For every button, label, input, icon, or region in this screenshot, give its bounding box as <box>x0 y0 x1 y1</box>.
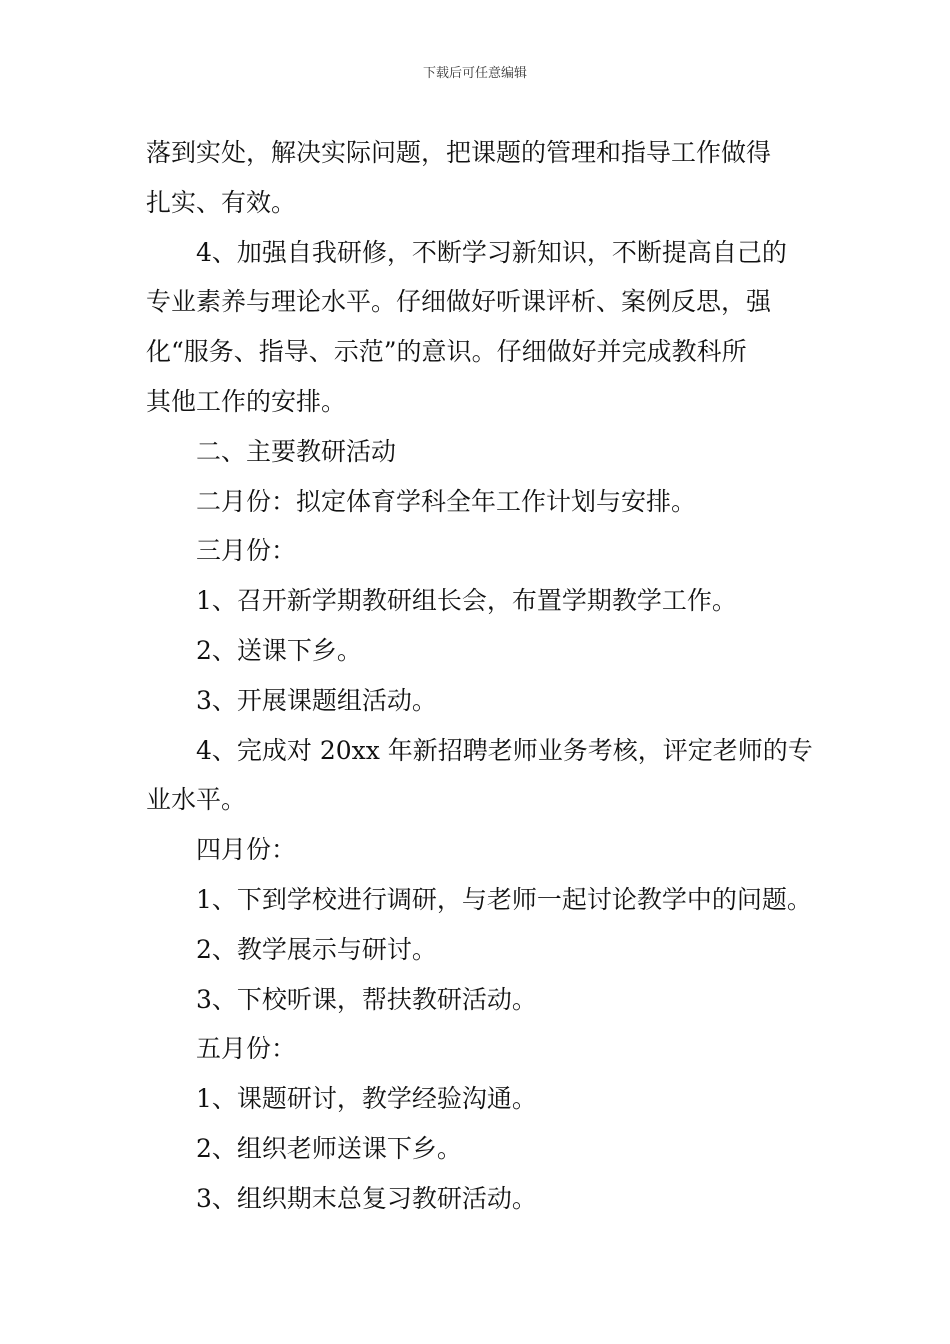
list-item: 4、完成对 20xx 年新招聘老师业务考核，评定老师的专 <box>196 735 813 765</box>
text-line: 扎实、有效。 <box>146 187 297 217</box>
text-line: 专业素养与理论水平。仔细做好听课评析、案例反思，强 <box>146 287 772 317</box>
list-item: 3、下校听课，帮扶教研活动。 <box>196 984 537 1014</box>
list-item: 3、开展课题组活动。 <box>196 685 437 715</box>
document-body <box>146 128 816 1224</box>
list-item: 2、组织老师送课下乡。 <box>196 1133 462 1163</box>
list-item: 2、送课下乡。 <box>196 635 362 665</box>
list-item: 1、召开新学期教研组长会，布置学期教学工作。 <box>196 586 737 616</box>
text-line: 4、加强自我研修，不断学习新知识，不断提高自己的 <box>196 237 787 267</box>
list-item: 2、教学展示与研讨。 <box>196 934 437 964</box>
text-line: 二月份：拟定体育学科全年工作计划与安排。 <box>196 486 697 516</box>
month-heading: 四月份： <box>196 835 297 865</box>
month-heading: 五月份： <box>196 1034 297 1064</box>
month-heading: 三月份： <box>196 536 297 566</box>
text-line: 业水平。 <box>146 785 247 815</box>
list-item: 3、组织期末总复习教研活动。 <box>196 1183 537 1213</box>
text-line: 落到实处，解决实际问题，把课题的管理和指导工作做得 <box>146 138 772 167</box>
list-item: 1、下到学校进行调研，与老师一起讨论教学中的问题。 <box>196 884 812 914</box>
header-note: 下载后可任意编辑 <box>422 66 527 81</box>
text-line: 化“服务、指导、示范”的意识。仔细做好并完成教科所 <box>146 337 747 367</box>
list-item: 1、课题研讨，教学经验沟通。 <box>196 1084 537 1114</box>
text-line: 其他工作的安排。 <box>146 386 347 416</box>
section-heading: 二、主要教研活动 <box>196 436 397 466</box>
